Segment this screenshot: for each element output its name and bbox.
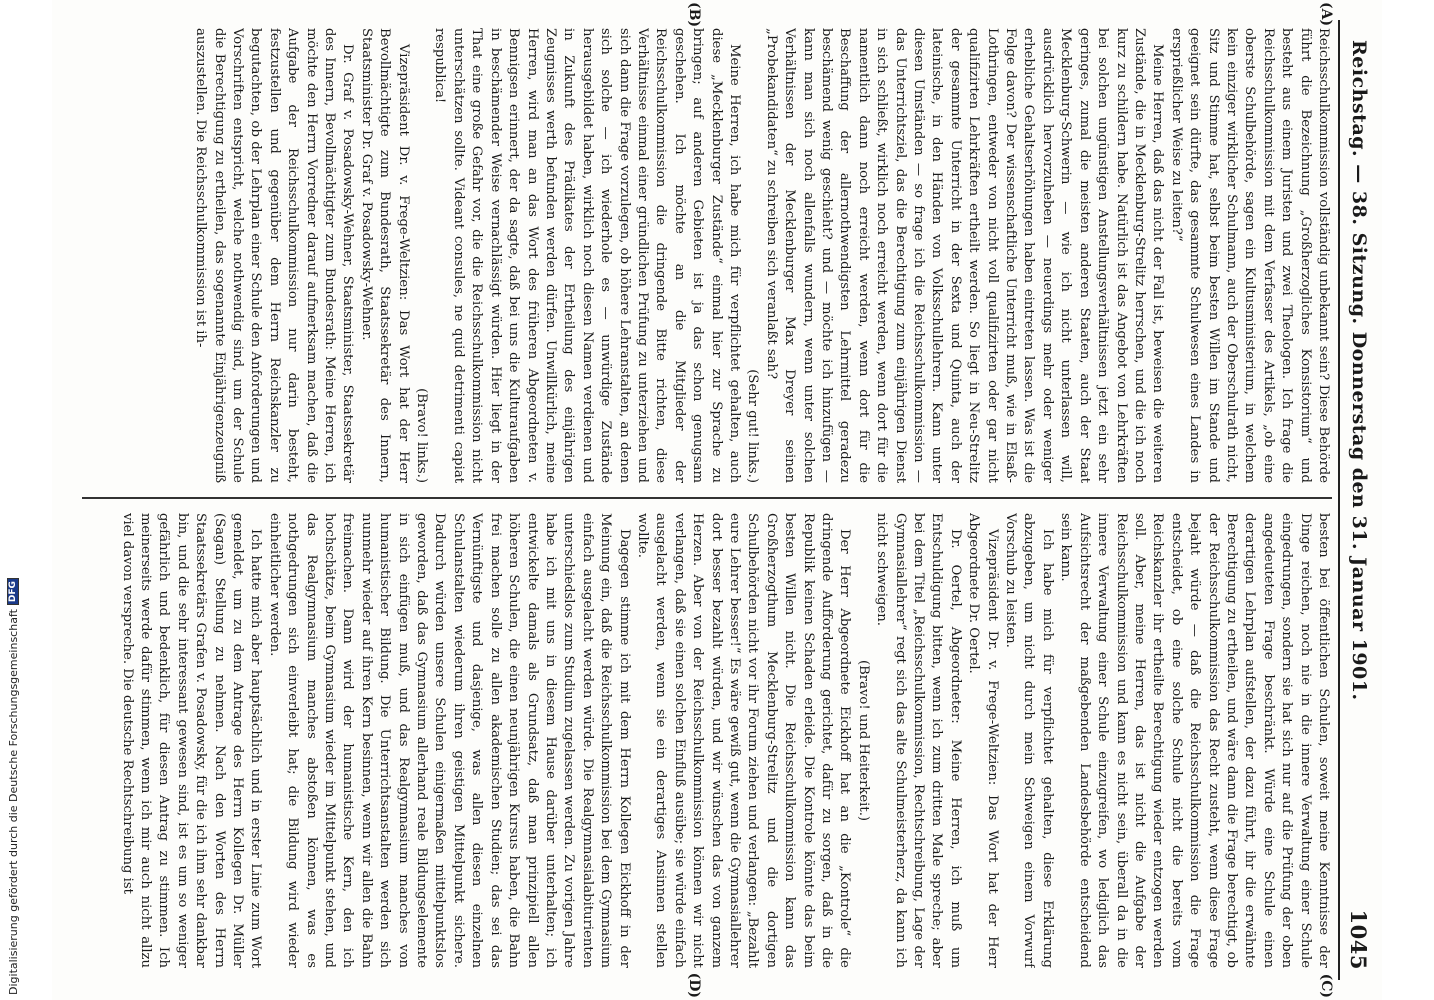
page-title: Reichstag. — 38. Sitzung. Donnerstag den 31. Januar 1901. bbox=[1348, 40, 1370, 701]
paragraph: Der Herr Abgeordnete Eickhoff hat an die „Kontrole“ die dringende Aufforderung gerichtet, dafür zu sorgen, daß in die Republik keinen Schaden erleide. Die Kontrole könnte das beim besten Willen nicht. Die Reichsschulkommission kann das Großherzogthum Mecklenburg-Strelitz und die dortigen Schulbehörden nicht vor ihr Forum ziehen und verlangen: „Bezahlt eure Lehrer besser!“ Es wäre gewiß gut, wenn die Gymnasiallehrer dort besser bezahlt würden, und wir wünschen das von ganzem Herzen. Aber von der Reichsschulkommission können wir nicht verlangen, daß sie einen solchen Einfluß ausübe; sie würde einfach ausgelacht werden, wenn sie ein derartiges Ansinnen stellen wollte. bbox=[634, 513, 853, 968]
interjection: (Bravo! links.) bbox=[414, 388, 430, 483]
paragraph: Dagegen stimme ich mit dem Herrn Kollegen Eickhoff in der Meinung ein, daß die Reichsschulkommission bei dem Gymnasium einfach ausgelacht werden würde. Die Realgymnasialabiturienten unterschiedslos zum Studium zugelassen werden. Zu vorigen Jahre habe ich mit uns in diesem Hause darüber unterhalten; ich entwickelte damals als Grundsatz, daß man prinzipiell allen höheren Schulen, die einen neunjährigen Kursus haben, die Bahn frei machen solle zu allen akademischen Studien; das sei das Vernünftigste und dasjenige, was allen diesen einzelnen Schulanstalten wiederum ihren geistigen Mittelpunkt sichere. Dadurch würden unsere Schulen einigermaßen mittelpunktslos geworden, daß das Gymnasium allerhand reale Bildungselemente in sich einfügen muß, und das Realgymnasium manches von humanistischer Bildung. Die Unterrichtsanstalten werden sich nunmehr wieder auf ihren Kern besinnen, wenn wir allen die Bahn freimachen. Dann wird der humanistische Kern, den ich hochschätze, beim Gymnasium wieder im Mittelpunkt stehen, und das Realgymnasium manches abstoßen können, was es nothgedrungen sich einverleibt hat; die Bildung wird wieder einheitlicher werden. bbox=[266, 513, 632, 968]
document-page bbox=[52, 0, 1382, 1000]
speaker-paragraph: Dr. Graf v. Posadowsky-Wehner, Staatsminister, Staatssekretär des Innern, Bevollmächtigter zum Bundesrath: Meine Herren, ich möchte den Herrn Vorredner darauf aufmerksam machen, daß die Aufgabe der Reichsschulkommission nur darin besteht, festzustellen und gegenüber dem Herrn Reichskanzler zu begutachten, ob der Lehrplan einer Schule den Anforderungen und Vorschriften entspricht, welche nothwendig sind, um der Schule die Berechtigung zu ertheilen, das sogenannte Einjährigenzeugniß auszustellen. Die Reichsschulkommission ist ih- bbox=[193, 28, 356, 483]
paragraph: Meine Herren, ich habe mich für verpflichtet gehalten, auch diese „Mecklenburger Zustände“ einmal hier zur Sprache zu bringen; auf anderen Gebieten ist ja das schon genugsam geschehen. Ich möchte an die Mitglieder der Reichsschulkommission die dringende Bitte richten, diese Verhältnisse einmal einer gründlichen Prüfung zu unterziehen und sich dann die Frage vorzulegen, ob höhere Lehranstalten, an denen sich solche — ich wiederhole es — unwürdige Zustände herausgebildet haben, wirklich noch diesen Namen verdienen und in Zukunft des Prädikates der Ertheilung des einjährigen Zeugnisses werth befunden werden dürfen. Unwillkürlich, meine Herren, wird man an das Wort des früheren Abgeordneten v. Bennigsen erinnert, der da sagte, daß bei uns die Kulturaufgaben in beschämender Weise vernachlässigt würden. Hier liegt in der That eine große Gefahr vor, die die Reichsschulkommission nicht unterschätzen sollte. Videant consules, ne quid detrimenti capiat respublica! bbox=[432, 28, 742, 483]
column-divider bbox=[82, 497, 1332, 499]
speaker-paragraph: Vizepräsident Dr. v. Frege-Weltzien: Das Wort hat der Herr Abgeordnete Dr. Oertel. bbox=[966, 513, 1000, 968]
digitization-credit bbox=[4, 581, 20, 1000]
page-number: 1045 bbox=[1346, 909, 1372, 970]
left-column bbox=[72, 28, 1332, 483]
interjection: (Sehr gut! links.) bbox=[745, 369, 761, 483]
right-column bbox=[72, 513, 1332, 968]
paragraph: Reichsschulkommission vollständig unbekannt sein? Diese Behörde führt die Bezeichnung „Großherzogliches Konsistorium“ und besteht aus einem Juristen und zwei Theologen. Ich frage die Reichsschulkommission mit dem Verfasser des Artikels, „ob eine oberste Schulbehörde, sagen ein Kultusministerium, in welchem kein einziger wirklicher Schulmann, auch der Oberschulrath nicht, Sitz und Stimme hat, selbst beim besten Willen im Stande und geeignet sein dürfte, das gesammte Schulwesen eines Landes in ersprießlicher Weise zu leiten?“ bbox=[1168, 28, 1331, 483]
paragraph: besten bei öffentlichen Schulen, soweit meine Kenntnisse der Dinge reichen, noch nie in die innere Verwaltung einer Schule eingedrungen, sondern sie hat sich nur auf die Prüfung der oben angedeuteten Frage beschränkt. Würde eine Schule einen derartigen Lehrplan aufstellen, der dazu führt, ihr die erwähnte Berechtigung zu ertheilen, und wäre dann die Frage berechtigt, ob der Reichsschulkommission das Recht zusteht, wenn diese Frage bejaht würde — daß die Reichsschulkommission die Frage entscheidet, ob eine solche Schule nicht die bereits vom Reichskanzler ihr ertheilte Berechtigung wieder entzogen werden soll. Aber, meine Herren, das ist nicht die Aufgabe der Reichsschulkommission und kann es nicht sein, überall da in die innere Verwaltung einer Schule einzugreifen, wo lediglich das Aufsichtsrecht der maßgebenden Landesbehörde entscheidend sein kann. bbox=[1058, 513, 1331, 968]
paragraph: Ich habe mich für verpflichtet gehalten, diese Erklärung abzugeben, um nicht durch mein Schweigen einem Vorwurf Vorschub zu leisten. bbox=[1003, 513, 1055, 968]
margin-mark-d: (D) bbox=[686, 972, 702, 998]
page-header bbox=[1342, 40, 1376, 970]
credit-text: Digitalisierung gefördert durch die Deutsche Forschungsgemeinschaft bbox=[6, 609, 20, 995]
interjection: (Bravo! und Heiterkeit.) bbox=[855, 659, 871, 822]
margin-mark-a: (A) bbox=[1318, 2, 1334, 27]
speaker-paragraph: Vizepräsident Dr. v. Frege-Weltzien: Das Wort hat der Herr Bevollmächtigte zum Bundesrath, Staatssekretär des Innern, Staatsminister Dr. Graf v. Posadowsky-Wehner. bbox=[358, 28, 411, 483]
margin-mark-b: (B) bbox=[686, 2, 702, 28]
margin-mark-c: (C) bbox=[1318, 973, 1334, 998]
dfg-logo: DFG bbox=[7, 578, 19, 605]
paragraph: Ich hatte mich aber hauptsächlich und in erster Linie zum Wort gemeldet, um zu dem Antrage des Herrn Kollegen Dr. Müller (Sagan) Stellung zu nehmen. Nach den Worten des Herrn Staatssekretärs Grafen v. Posadowsky, für die ich ihm sehr dankbar bin, und die sehr interessant gewesen sind, ist es um so weniger gefährlich und bedenklich, für diesen Antrag zu stimmen. Ich meinerseits werde dafür stimmen, wenn ich mir auch nicht allzu viel davon verspreche. Die deutsche Rechtschreibung ist bbox=[119, 513, 264, 968]
paragraph: Meine Herren, daß das nicht der Fall ist, beweisen die weiteren Zustände, die in Mecklenburg-Strelitz herrschen, und die ich noch kurz zu schildern habe. Natürlich ist das Angebot von Lehrkräften bei solchen ungünstigen Anstellungsverhältnissen jetzt ein sehr geringes, zumal die meisten anderen Staaten, auch der Staat Mecklenburg-Schwerin — wie ich nicht unterlassen will, ausdrücklich hervorzuheben — neuerdings mehr oder weniger erhebliche Gehaltserhöhungen haben eintreten lassen. Was ist die Folge davon? Der wissenschaftliche Unterricht muß, wie in Elsaß-Lothringen, entweder von nicht voll qualifizirten oder gar nicht qualifizirten Lehrkräften ertheilt werden. So liegt in Neu-Strelitz der gesammte Unterricht in der Sexta und Quinta, auch der lateinische, in den Händen von Volksschullehrern. Kann unter diesen Umständen — so frage ich die Reichsschulkommission — das Unterrichtsziel, das die Berechtigung zum einjährigen Dienst in sich schließt, wirklich noch erreicht werden, wenn dort für die namentlich dann noch erreicht werden, wenn dort für die Beschaffung der allernothwendigsten Lehrmittel geradezu beschämend wenig geschieht? und — möchte ich hinzufügen — kann man sich noch allenfalls wundern, wenn unter solchen Verhältnissen der Mecklenburger Max Dreyer seinen „Probekandidaten“ zu schreiben sich veranlaßt sah? bbox=[763, 28, 1166, 483]
header-rule bbox=[1338, 20, 1340, 980]
speaker-paragraph: Dr. Oertel, Abgeordneter: Meine Herren, ich muß um Entschuldigung bitten, wenn ich zum dritten Male spreche; aber bei dem Titel „Reichsschulkommission, Rechtschreibung, Lage der Gymnasiallehrer“ regt sich das alte Schulmeisterherz, da kann ich nicht schweigen. bbox=[874, 513, 963, 968]
